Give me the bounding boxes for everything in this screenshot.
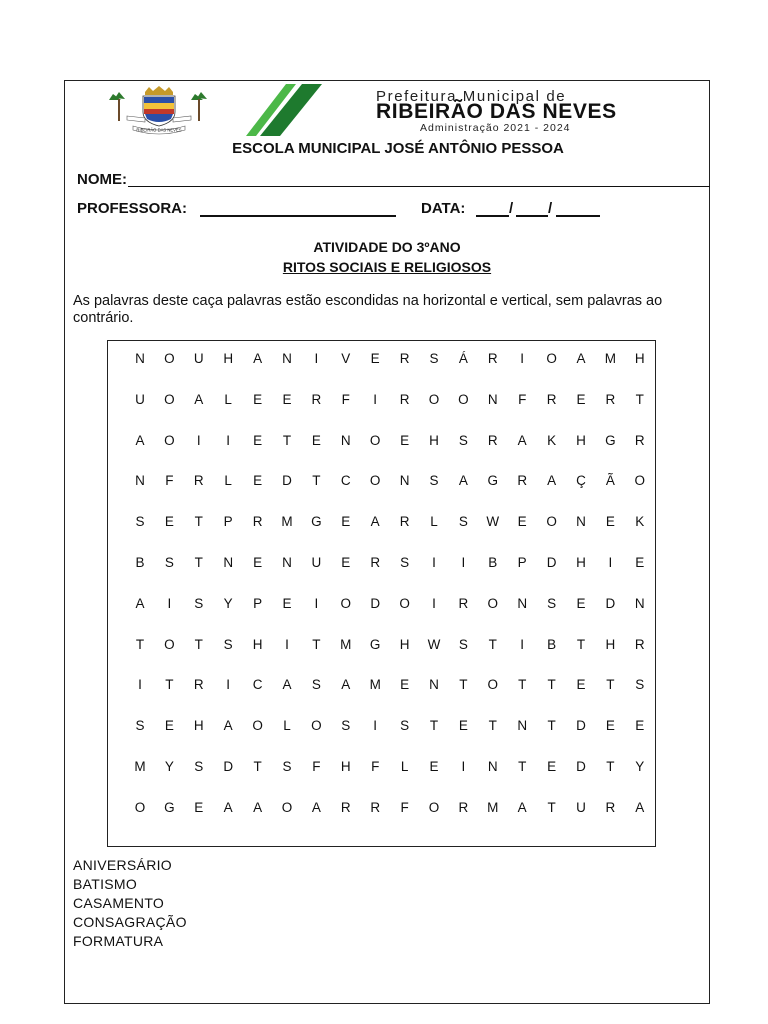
grid-letter[interactable]: R [546, 391, 557, 407]
grid-letter[interactable]: A [194, 391, 204, 407]
grid-letter[interactable]: R [517, 473, 528, 489]
grid-letter[interactable]: I [138, 677, 142, 693]
word-search-grid [107, 340, 656, 847]
grid-letter[interactable]: A [370, 514, 380, 530]
grid-letter[interactable]: B [488, 555, 498, 570]
grid-letter[interactable]: N [223, 555, 234, 570]
grid-letter[interactable]: T [518, 759, 527, 774]
grid-letter[interactable]: S [429, 351, 439, 366]
grid-letter[interactable]: R [399, 391, 410, 407]
grid-letter[interactable]: E [370, 351, 380, 366]
grid-letter[interactable]: T [459, 677, 468, 693]
grid-letter[interactable]: R [458, 799, 469, 815]
grid-letter[interactable]: O [164, 351, 175, 366]
grid-letter[interactable]: I [314, 351, 319, 366]
grid-letter[interactable]: A [576, 351, 586, 366]
grid-letter[interactable]: R [252, 514, 263, 530]
coat-of-arms-logo [105, 86, 213, 136]
grid-letter[interactable]: S [341, 718, 351, 734]
grid-letter[interactable]: O [487, 677, 499, 693]
grid-row [108, 716, 655, 736]
grid-letter[interactable]: R [487, 351, 498, 366]
grid-letter[interactable]: Ã [605, 473, 615, 489]
grid-letter[interactable]: E [341, 555, 351, 570]
grid-letter[interactable]: O [546, 514, 557, 530]
grid-letter[interactable]: P [253, 595, 263, 611]
grid-letter[interactable]: I [608, 555, 613, 570]
grid-letter[interactable]: A [282, 677, 292, 693]
grid-letter[interactable]: O [164, 432, 175, 448]
grid-letter[interactable]: O [369, 473, 381, 489]
grid-letter[interactable]: T [488, 636, 497, 652]
grid-letter[interactable]: A [311, 799, 321, 815]
grid-letter[interactable]: P [517, 555, 527, 570]
grid-letter[interactable]: V [341, 351, 351, 366]
grid-letter[interactable]: D [576, 718, 586, 734]
grid-letter[interactable]: H [429, 432, 439, 448]
grid-letter[interactable]: A [341, 677, 351, 693]
grid-letter[interactable]: H [193, 718, 204, 734]
grid-letter[interactable]: O [546, 351, 557, 366]
grid-letter[interactable]: N [576, 514, 586, 530]
grid-letter[interactable]: I [432, 595, 436, 611]
grid-letter[interactable]: A [517, 799, 527, 815]
activity-subtitle: RITOS SOCIAIS E RELIGIOSOS [282, 259, 492, 275]
word-list-item: FORMATURA [73, 933, 164, 949]
grid-letter[interactable]: L [224, 391, 232, 407]
grid-letter[interactable]: O [164, 391, 175, 407]
grid-letter[interactable]: S [400, 555, 410, 570]
grid-letter[interactable]: O [164, 636, 175, 652]
grid-letter[interactable]: E [605, 514, 615, 530]
grid-letter[interactable]: R [399, 351, 410, 366]
grid-letter[interactable]: E [194, 799, 204, 815]
data-day-blank[interactable] [476, 215, 509, 217]
grid-letter[interactable]: D [605, 595, 616, 611]
grid-row [108, 757, 655, 777]
grid-letter[interactable]: G [311, 514, 322, 530]
grid-letter[interactable]: I [432, 555, 436, 570]
grid-letter[interactable]: E [576, 595, 586, 611]
grid-letter[interactable]: Y [223, 595, 233, 611]
prefeitura-name: RIBEIRÃO DAS NEVES [376, 100, 617, 123]
grid-letter[interactable]: T [429, 718, 439, 734]
grid-letter[interactable]: K [547, 432, 557, 448]
coat-of-arms-ribbon-text: RIBEIRÃO DAS NEVES [136, 127, 182, 133]
grid-letter[interactable]: W [427, 636, 441, 652]
grid-letter[interactable]: S [547, 595, 557, 611]
grid-letter[interactable]: F [518, 391, 527, 407]
grid-letter[interactable]: R [605, 391, 616, 407]
grid-letter[interactable]: N [340, 432, 351, 448]
grid-letter[interactable]: I [461, 759, 466, 774]
green-stripes-logo [246, 84, 326, 136]
grid-row [108, 471, 655, 491]
grid-letter[interactable]: E [576, 677, 586, 693]
grid-letter[interactable]: S [429, 473, 439, 489]
grid-letter[interactable]: D [546, 555, 557, 570]
grid-letter[interactable]: E [282, 595, 292, 611]
grid-letter[interactable]: N [135, 351, 145, 366]
grid-letter[interactable]: G [487, 473, 499, 489]
grid-letter[interactable]: M [340, 636, 352, 652]
grid-letter[interactable]: I [226, 432, 231, 448]
grid-letter[interactable]: I [461, 555, 466, 570]
grid-letter[interactable]: W [486, 514, 500, 530]
grid-letter[interactable]: T [488, 718, 497, 734]
grid-letter[interactable]: E [635, 555, 645, 570]
grid-letter[interactable]: S [458, 636, 468, 652]
grid-letter[interactable]: H [223, 351, 234, 366]
grid-letter[interactable]: R [193, 677, 204, 693]
grid-letter[interactable]: F [165, 473, 174, 489]
grid-letter[interactable]: R [634, 432, 645, 448]
grid-letter[interactable]: E [341, 514, 351, 530]
grid-row [108, 512, 655, 532]
grid-letter[interactable]: T [312, 473, 321, 489]
grid-letter[interactable]: S [458, 432, 468, 448]
grid-letter[interactable]: R [605, 799, 616, 815]
grid-letter[interactable]: E [400, 677, 410, 693]
grid-letter[interactable]: R [487, 432, 498, 448]
grid-row [108, 431, 655, 451]
grid-letter[interactable]: U [135, 391, 145, 407]
grid-letter[interactable]: T [165, 677, 174, 693]
grid-letter[interactable]: A [635, 799, 645, 815]
word-list-item: CASAMENTO [73, 895, 165, 911]
grid-letter[interactable]: H [634, 351, 645, 366]
instructions-text: As palavras deste caça palavras estão escondidas na horizontal e vertical, sem palavras ao contrário. [73, 293, 663, 326]
grid-letter[interactable]: G [605, 432, 616, 448]
grid-letter[interactable]: D [282, 473, 292, 489]
data-month-blank[interactable] [516, 215, 548, 217]
grid-letter[interactable]: G [369, 636, 381, 652]
grid-letter[interactable]: E [164, 514, 174, 530]
grid-letter[interactable]: O [134, 799, 146, 815]
grid-letter[interactable]: I [520, 351, 525, 366]
grid-letter[interactable]: C [252, 677, 263, 693]
professora-label: PROFESSORA: [77, 200, 188, 217]
data-slash-1: / [509, 200, 514, 217]
grid-letter[interactable]: E [605, 718, 615, 734]
grid-letter[interactable]: T [606, 677, 615, 693]
grid-letter[interactable]: D [576, 759, 586, 774]
grid-letter[interactable]: A [253, 351, 263, 366]
grid-letter[interactable]: R [311, 391, 322, 407]
grid-letter[interactable]: E [400, 432, 410, 448]
grid-letter[interactable]: E [253, 555, 263, 570]
grid-row [108, 349, 655, 369]
grid-letter[interactable]: E [458, 718, 468, 734]
grid-letter[interactable]: F [312, 759, 321, 774]
grid-letter[interactable]: A [223, 718, 233, 734]
grid-letter[interactable]: Y [164, 759, 174, 774]
grid-letter[interactable]: E [517, 514, 527, 530]
grid-letter[interactable]: O [311, 718, 322, 734]
grid-letter[interactable]: O [281, 799, 293, 815]
grid-row [108, 675, 655, 695]
grid-letter[interactable]: E [253, 473, 263, 489]
grid-letter[interactable]: O [428, 391, 440, 407]
grid-letter[interactable]: L [224, 473, 232, 489]
word-list-item: BATISMO [73, 876, 138, 892]
grid-letter[interactable]: A [253, 799, 263, 815]
grid-letter[interactable]: F [341, 391, 350, 407]
grid-letter[interactable]: F [371, 759, 380, 774]
grid-letter[interactable]: H [399, 636, 410, 652]
grid-letter[interactable]: O [340, 595, 352, 611]
activity-title: ATIVIDADE DO 3ºANO [313, 239, 461, 255]
grid-letter[interactable]: P [223, 514, 233, 530]
grid-letter[interactable]: L [283, 718, 291, 734]
grid-letter[interactable]: I [167, 595, 172, 611]
grid-letter[interactable]: H [576, 432, 586, 448]
grid-letter[interactable]: I [226, 677, 231, 693]
grid-letter[interactable]: R [634, 636, 645, 652]
grid-letter[interactable]: Ç [576, 473, 586, 489]
grid-letter[interactable]: T [635, 391, 644, 407]
grid-letter[interactable]: I [196, 432, 201, 448]
grid-letter[interactable]: U [311, 555, 322, 570]
grid-letter[interactable]: U [193, 351, 204, 366]
grid-letter[interactable]: A [223, 799, 233, 815]
grid-letter[interactable]: R [399, 514, 410, 530]
grid-letter[interactable]: N [399, 473, 410, 489]
grid-letter[interactable]: N [634, 595, 645, 611]
school-name: ESCOLA MUNICIPAL JOSÉ ANTÔNIO PESSOA [232, 140, 564, 157]
grid-letter[interactable]: T [312, 636, 321, 652]
grid-letter[interactable]: S [194, 595, 204, 611]
grid-letter[interactable]: E [547, 759, 557, 774]
grid-letter[interactable]: S [135, 718, 145, 734]
grid-letter[interactable]: I [520, 636, 525, 652]
grid-letter[interactable]: O [369, 432, 381, 448]
grid-letter[interactable]: N [517, 718, 528, 734]
grid-letter[interactable]: T [194, 555, 203, 570]
grid-letter[interactable]: Y [635, 759, 645, 774]
grid-letter[interactable]: T [576, 636, 586, 652]
grid-letter[interactable]: R [370, 555, 381, 570]
grid-letter[interactable]: S [311, 677, 321, 693]
grid-letter[interactable]: I [285, 636, 289, 652]
grid-letter[interactable]: S [194, 759, 204, 774]
grid-letter[interactable]: K [635, 514, 645, 530]
grid-letter[interactable]: H [340, 759, 351, 774]
grid-letter[interactable]: S [282, 759, 292, 774]
grid-letter[interactable]: T [282, 432, 292, 448]
grid-row [108, 553, 655, 573]
grid-letter[interactable]: Á [458, 351, 468, 366]
grid-letter[interactable]: N [282, 555, 292, 570]
grid-letter[interactable]: M [604, 351, 617, 366]
grid-letter[interactable]: O [634, 473, 646, 489]
grid-letter[interactable]: N [282, 351, 292, 366]
nome-blank-line[interactable] [128, 186, 710, 187]
grid-letter[interactable]: N [487, 759, 498, 774]
grid-letter[interactable]: N [135, 473, 145, 489]
grid-row [108, 635, 655, 655]
grid-letter[interactable]: T [253, 759, 262, 774]
grid-letter[interactable]: E [311, 432, 321, 448]
grid-letter[interactable]: U [576, 799, 586, 815]
grid-letter[interactable]: D [223, 759, 234, 774]
grid-letter[interactable]: T [135, 636, 145, 652]
grid-letter[interactable]: M [281, 514, 293, 530]
grid-letter[interactable]: S [164, 555, 174, 570]
grid-letter[interactable]: T [547, 799, 556, 815]
grid-letter[interactable]: E [253, 391, 263, 407]
nome-label: NOME: [77, 171, 127, 188]
grid-letter[interactable]: F [400, 799, 409, 815]
grid-letter[interactable]: N [487, 391, 498, 407]
data-label: DATA: [421, 200, 466, 217]
grid-letter[interactable]: A [517, 432, 527, 448]
grid-letter[interactable]: S [458, 514, 468, 530]
grid-letter[interactable]: T [518, 677, 527, 693]
grid-letter[interactable]: T [547, 718, 556, 734]
data-year-blank[interactable] [556, 215, 600, 217]
grid-letter[interactable]: E [282, 391, 292, 407]
grid-letter[interactable]: E [576, 391, 586, 407]
administration-years: Administração 2021 - 2024 [420, 122, 571, 134]
grid-letter[interactable]: G [164, 799, 175, 815]
grid-letter[interactable]: A [547, 473, 557, 489]
grid-row [108, 594, 655, 614]
grid-letter[interactable]: T [606, 759, 615, 774]
grid-letter[interactable]: H [576, 555, 586, 570]
grid-letter[interactable]: S [635, 677, 645, 693]
prefeitura-subtitle: Prefeitura Municipal de [376, 88, 567, 105]
grid-letter[interactable]: R [370, 799, 381, 815]
grid-letter[interactable]: O [428, 799, 440, 815]
grid-letter[interactable]: S [223, 636, 233, 652]
grid-letter[interactable]: M [134, 759, 146, 774]
grid-letter[interactable]: T [194, 636, 203, 652]
grid-letter[interactable]: O [399, 595, 410, 611]
grid-letter[interactable]: E [635, 718, 645, 734]
grid-row [108, 390, 655, 410]
grid-letter[interactable]: H [605, 636, 616, 652]
grid-letter[interactable]: E [253, 432, 263, 448]
grid-letter[interactable]: M [487, 799, 499, 815]
grid-row [108, 798, 655, 818]
grid-letter[interactable]: E [429, 759, 439, 774]
grid-letter[interactable]: D [370, 595, 381, 611]
grid-letter[interactable]: O [252, 718, 263, 734]
grid-letter[interactable]: C [340, 473, 351, 489]
grid-letter[interactable]: R [458, 595, 469, 611]
grid-letter[interactable]: O [458, 391, 469, 407]
grid-letter[interactable]: A [135, 595, 145, 611]
word-list-item: ANIVERSÁRIO [73, 857, 172, 873]
grid-letter[interactable]: B [135, 555, 145, 570]
grid-letter[interactable]: S [400, 718, 410, 734]
grid-letter[interactable]: A [458, 473, 468, 489]
grid-letter[interactable]: R [193, 473, 204, 489]
grid-letter[interactable]: T [547, 677, 556, 693]
grid-letter[interactable]: A [135, 432, 145, 448]
professora-blank-line[interactable] [200, 215, 396, 217]
data-slash-2: / [548, 200, 553, 217]
grid-letter[interactable]: N [429, 677, 439, 693]
grid-letter[interactable]: S [135, 514, 145, 530]
grid-letter[interactable]: I [373, 391, 378, 407]
grid-letter[interactable]: R [340, 799, 351, 815]
grid-letter[interactable]: H [252, 636, 263, 652]
grid-letter[interactable]: M [369, 677, 381, 693]
grid-letter[interactable]: T [194, 514, 203, 530]
grid-letter[interactable]: L [430, 514, 438, 530]
grid-letter[interactable]: N [517, 595, 528, 611]
grid-letter[interactable]: E [164, 718, 174, 734]
grid-letter[interactable]: I [373, 718, 378, 734]
grid-letter[interactable]: B [547, 636, 557, 652]
grid-letter[interactable]: O [487, 595, 499, 611]
grid-letter[interactable]: L [400, 759, 409, 774]
word-list [73, 856, 187, 951]
word-list-item: CONSAGRAÇÃO [73, 914, 187, 930]
grid-letter[interactable]: I [314, 595, 319, 611]
